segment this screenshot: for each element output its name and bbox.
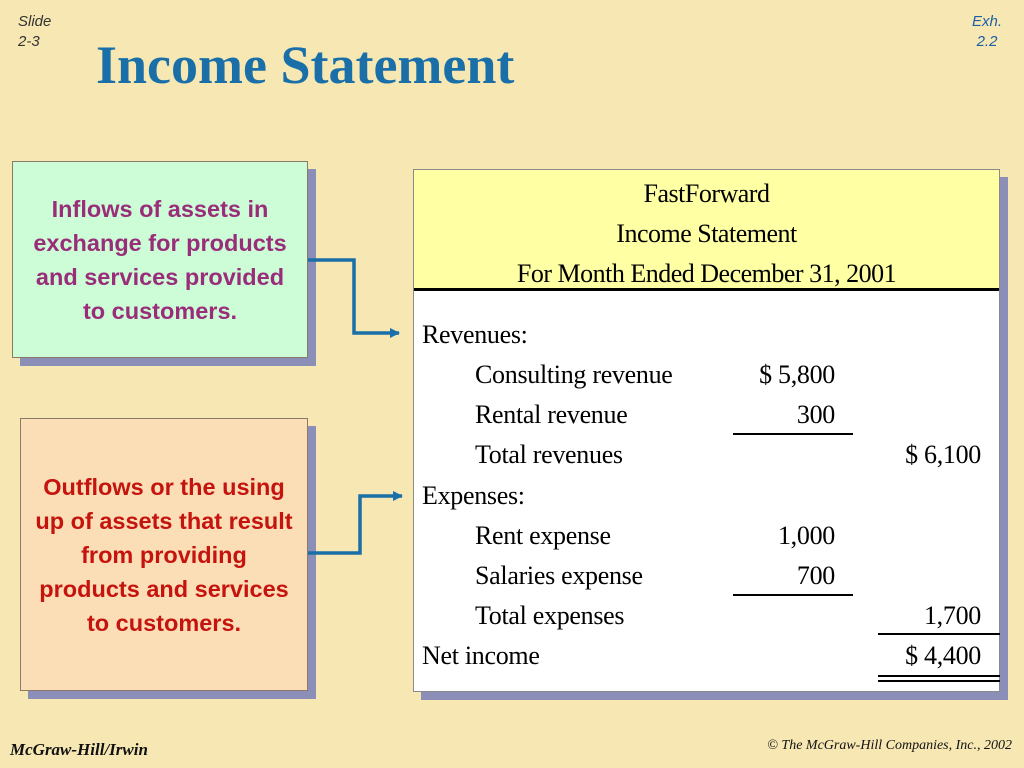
slide-label-text: Slide: [18, 13, 52, 30]
copyright-footer: © The McGraw-Hill Companies, Inc., 2002: [767, 738, 1012, 753]
revenues-heading-row: [414, 315, 999, 355]
total-revenues-value: $ 6,100: [905, 440, 981, 469]
expenses-arrow: [308, 496, 402, 553]
consulting-revenue-label: Consulting revenue: [475, 360, 673, 389]
net-income-value: $ 4,400: [905, 641, 981, 670]
rental-revenue-value: 300: [796, 400, 835, 429]
exhibit-number-text: 2.2: [976, 33, 998, 50]
total-expenses-value: 1,700: [923, 601, 981, 630]
slide-title: Income Statement: [96, 35, 515, 95]
consulting-revenue-value: $ 5,800: [759, 360, 835, 389]
net-income-label: Net income: [422, 641, 540, 670]
revenues-callout-text: Inflows of assets in exchange for products and services provided to customers.: [33, 195, 287, 324]
revenues-heading: Revenues:: [422, 320, 528, 349]
total-expenses-row: [414, 596, 999, 636]
consulting-revenue-row: [414, 355, 999, 395]
salaries-expense-value: 700: [796, 561, 835, 590]
publisher-footer: McGraw-Hill/Irwin: [10, 740, 148, 759]
statement-header: [414, 170, 999, 291]
exhibit-label-text: Exh.: [971, 13, 1002, 30]
total-expenses-label: Total expenses: [475, 601, 625, 630]
income-statement-table: [413, 169, 1000, 692]
expenses-callout-text: Outflows or the using up of assets that result from providing products and services to customers.: [35, 473, 293, 636]
revenues-arrow: [308, 260, 399, 333]
salaries-expense-label: Salaries expense: [475, 561, 643, 590]
company-name: FastForward: [643, 179, 770, 208]
total-revenues-row: [414, 435, 999, 475]
rent-expense-row: [414, 516, 999, 556]
expenses-heading: Expenses:: [422, 481, 525, 510]
net-income-double-underline-bottom: [878, 680, 1000, 682]
net-income-double-underline-top: [878, 675, 1000, 677]
rental-revenue-label: Rental revenue: [475, 400, 628, 429]
statement-name: Income Statement: [616, 219, 797, 248]
statement-period: For Month Ended December 31, 2001: [516, 259, 897, 288]
rental-revenue-row: [414, 395, 999, 435]
slide-number-text: 2-3: [18, 33, 40, 50]
salaries-expense-row: [414, 556, 999, 596]
expenses-heading-row: [414, 476, 999, 516]
total-expenses-underline: [878, 633, 1000, 635]
net-income-row: [414, 636, 999, 676]
rent-expense-label: Rent expense: [475, 521, 611, 550]
rent-expense-value: 1,000: [777, 521, 835, 550]
total-revenues-label: Total revenues: [475, 440, 623, 469]
